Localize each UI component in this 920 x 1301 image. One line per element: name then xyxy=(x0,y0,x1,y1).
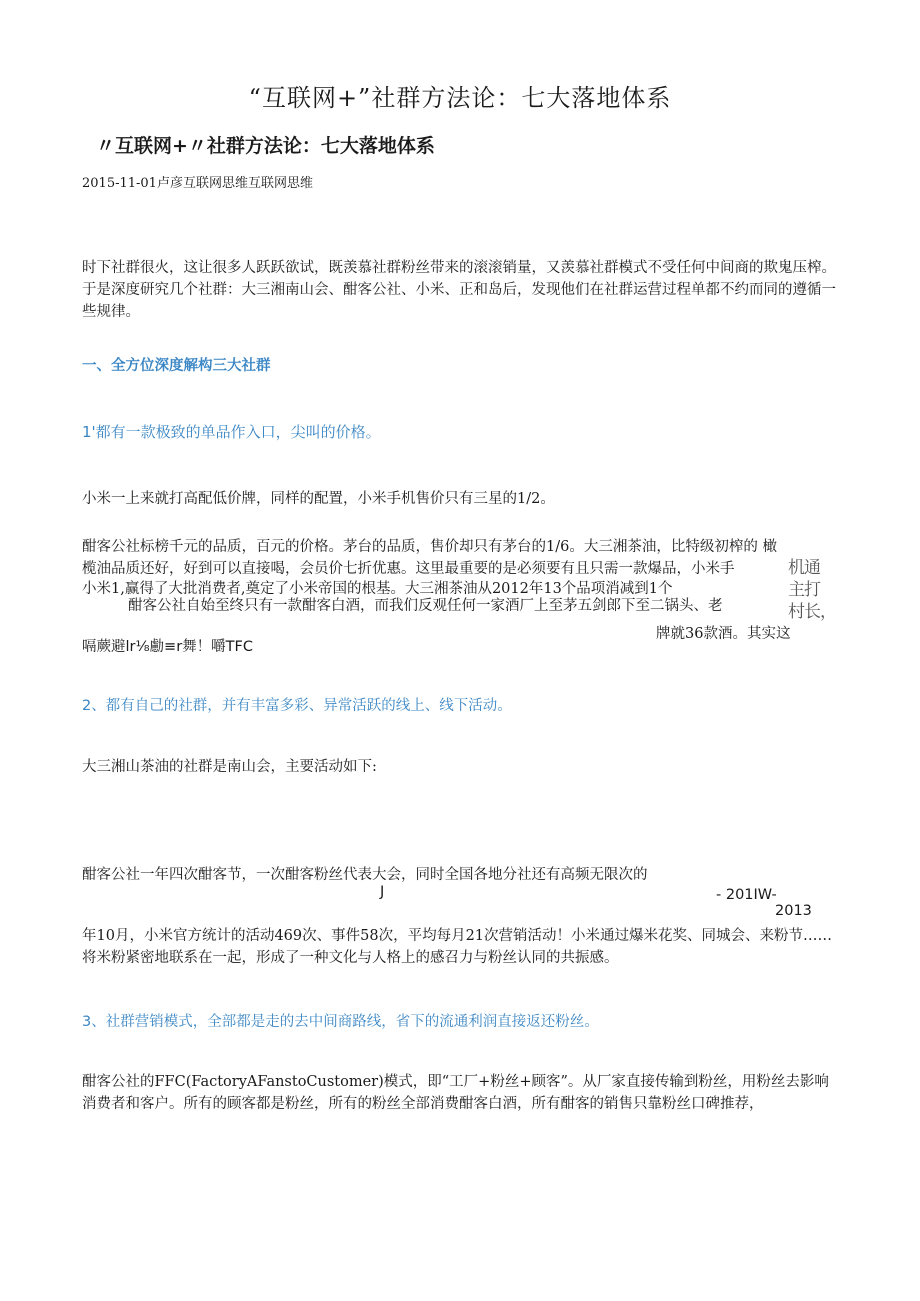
page-title: “互联网+”社群方法论：七大落地体系 xyxy=(248,84,672,112)
embedded-text-image xyxy=(788,553,838,622)
hanke-line-1: 酣客公社标榜千元的品质，百元的价格。茅台的品质，售价却只有茅台的1/6。大三湘茶油，比特级初榨的 橄 xyxy=(82,539,777,555)
hanke-events-line: 酣客公社一年四次酣客节，一次酣客粉丝代表大会，同时全国各地分社还有高频无限次的 xyxy=(82,867,648,883)
hanke-line-6: 嗝蕨避lr⅛勴≡r舞！嚼TFC xyxy=(82,639,253,655)
intro-paragraph: 时下社群很火，这让很多人跃跃欲试，既羡慕社群粉丝带来的滚滚销量，又羡慕社群模式不受任何中间商的欺鬼压榨。于是深度研究几个社群：大三湘南山会、酣客公社、小米、正和岛后，发现他们在社群运营过程单都不约而同的遵循一些规律。 xyxy=(82,260,836,320)
side-image-line: 机通 xyxy=(788,558,820,578)
section-heading-1: 一、全方位深度解构三大社群 xyxy=(82,358,271,374)
hanke-line-2: 榄油品质还好，好到可以直接喝，会员价七折优惠。这里最重要的是必须要有且只需一款爆品，小米手 xyxy=(82,561,735,577)
stray-glyph: J xyxy=(380,884,385,900)
xiaomi-paragraph: 小米一上来就打高配低价牌，同样的配置，小米手机售价只有三星的1/2。 xyxy=(82,491,555,507)
point-heading-2: 2、都有自己的社群，并有丰富多彩、异常活跃的线上、线下活动。 xyxy=(82,698,512,714)
stray-year-1: - 201IW- xyxy=(716,887,777,903)
article-heading: 〃互联网+〃社群方法论：七大落地体系 xyxy=(96,135,435,157)
ffc-paragraph: 酣客公社的FFC(FactoryAFanstoCustomer)模式，即“工厂+粉丝+顾客”。从厂家直接传输到粉丝，用粉丝去影响消费者和客户。所有的顾客都是粉丝，所有的粉丝全部消费酣客白酒，所有酣客的销售只靠粉丝口碑推荐， xyxy=(82,1074,829,1112)
point-heading-3: 3、社群营销模式，全部都是走的去中间商路线，省下的流通利润直接返还粉丝。 xyxy=(82,1014,599,1030)
side-image-line: 村长， xyxy=(788,602,836,622)
hanke-line-3: 小米1,赢得了大批消费者,奠定了小米帝国的根基。大三湘茶油从2012年13个品项消减到1个 xyxy=(82,581,673,597)
stray-year-2: 2013 xyxy=(775,903,812,919)
hanke-line-4: 酣客公社自始至终只有一款酣客白酒，而我们反观任何一家酒厂上至茅五剑郎下至二锅头、老 xyxy=(128,598,723,614)
hanke-line-5: 牌就36款酒。其实这 xyxy=(656,626,791,642)
xiaomi-events-paragraph: 年10月，小米官方统计的活动469次、事件58次，平均每月21次营销活动！小米通过爆米花奖、同城会、来粉节……将米粉紧密地联系在一起，形成了一种文化与人格上的感召力与粉丝认同的共振感。 xyxy=(82,928,833,966)
nanshan-paragraph: 大三湘山茶油的社群是南山会，主要活动如下: xyxy=(82,759,377,775)
side-image-line: 主打 xyxy=(788,580,820,600)
article-meta: 2015-11-01卢彦互联网思维互联网思维 xyxy=(82,176,313,191)
point-heading-1: 1'都有一款极致的单品作入口，尖叫的价格。 xyxy=(82,423,381,441)
